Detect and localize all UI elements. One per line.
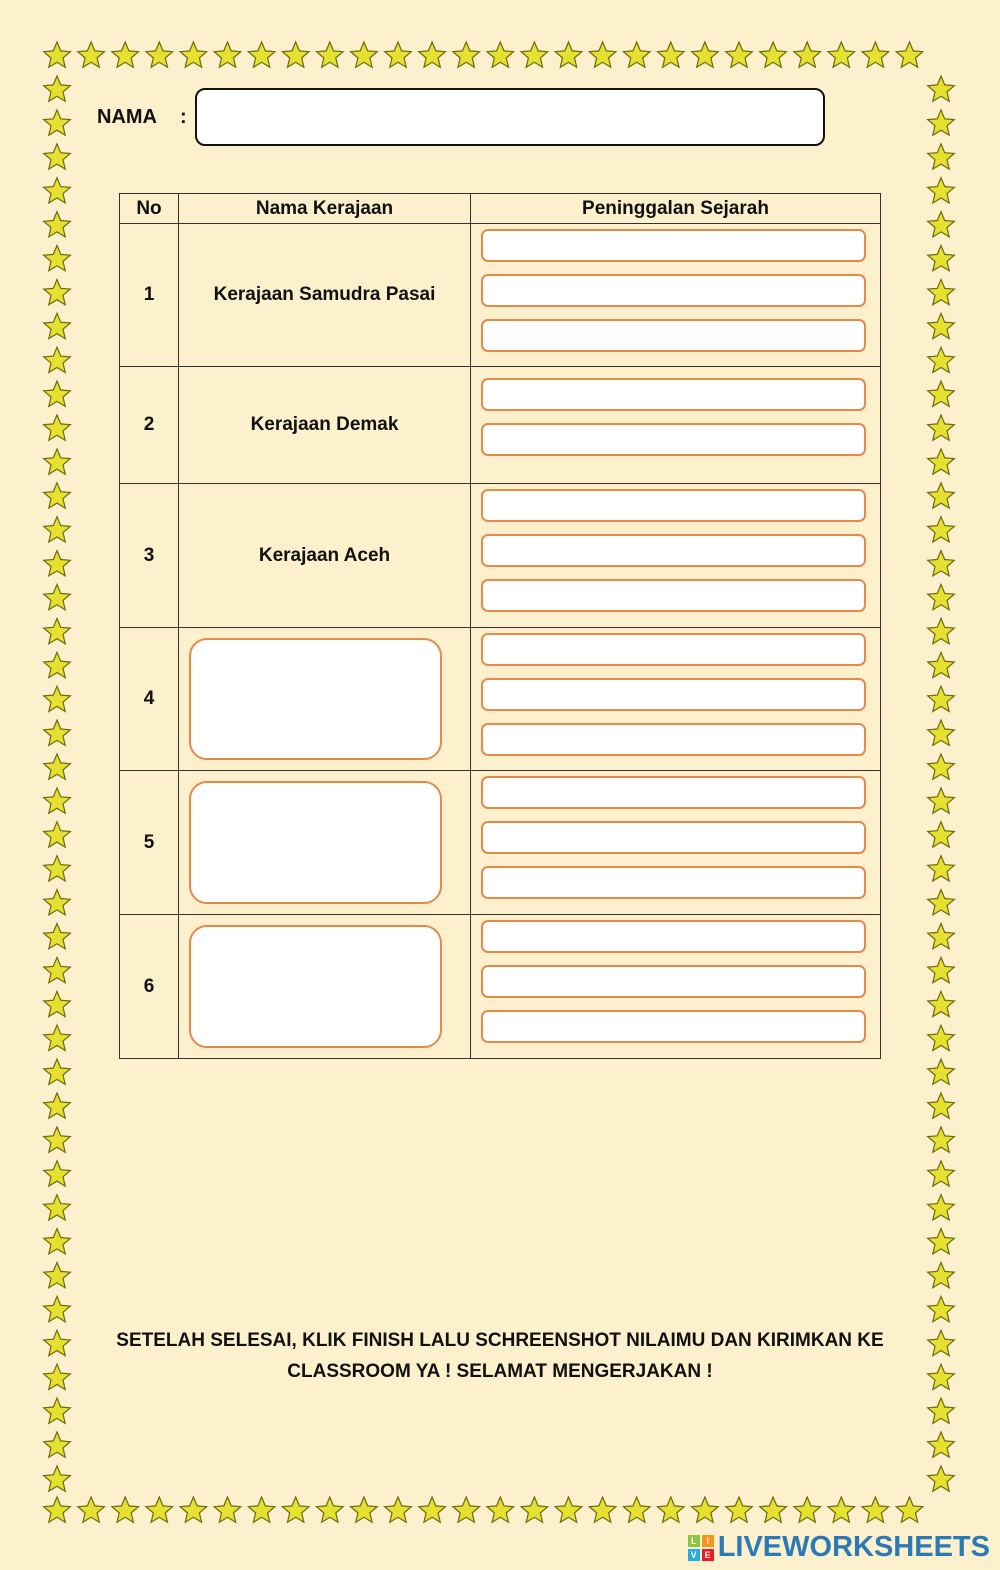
star-icon xyxy=(44,1229,71,1254)
star-icon xyxy=(44,415,71,440)
star-icon xyxy=(928,822,955,847)
star-icon xyxy=(317,42,344,67)
star-icon xyxy=(658,1497,685,1522)
table-row xyxy=(120,915,881,1059)
star-icon xyxy=(928,178,955,203)
peninggalan-input[interactable] xyxy=(481,274,866,307)
star-icon xyxy=(928,1195,955,1220)
star-icon xyxy=(928,1229,955,1254)
star-icon xyxy=(928,212,955,237)
header-peninggalan-sejarah: Peninggalan Sejarah xyxy=(471,194,881,224)
peninggalan-cell xyxy=(471,224,881,367)
peninggalan-input[interactable] xyxy=(481,866,866,899)
row-number: 2 xyxy=(120,367,179,484)
kerajaan-table xyxy=(119,193,881,1059)
star-icon xyxy=(928,1059,955,1084)
star-icon xyxy=(760,42,787,67)
star-icon xyxy=(44,144,71,169)
star-icon xyxy=(248,1497,275,1522)
star-icon xyxy=(44,924,71,949)
header-no: No xyxy=(120,194,179,224)
star-icon xyxy=(282,1497,309,1522)
star-icon xyxy=(419,42,446,67)
kerajaan-name: Kerajaan Samudra Pasai xyxy=(179,224,471,367)
peninggalan-cell xyxy=(471,915,881,1059)
star-icon xyxy=(928,517,955,542)
star-icon xyxy=(928,415,955,440)
star-icon xyxy=(623,42,650,67)
kerajaan-cell xyxy=(179,628,471,771)
star-icon xyxy=(453,1497,480,1522)
star-icon xyxy=(180,42,207,67)
star-icon xyxy=(828,1497,855,1522)
star-icon xyxy=(928,279,955,304)
star-icon xyxy=(44,110,71,135)
star-icon xyxy=(44,1127,71,1152)
star-icon xyxy=(78,1497,105,1522)
peninggalan-cell xyxy=(471,628,881,771)
table-row xyxy=(120,628,881,771)
star-icon xyxy=(44,246,71,271)
star-icon xyxy=(928,246,955,271)
star-icon xyxy=(44,585,71,610)
star-icon xyxy=(44,652,71,677)
logo-letter-l: L xyxy=(688,1535,700,1547)
brand-text: LIVEWORKSHEETS xyxy=(717,1531,990,1563)
star-icon xyxy=(862,42,889,67)
star-icon xyxy=(928,924,955,949)
row-number: 1 xyxy=(120,224,179,367)
star-icon xyxy=(928,1263,955,1288)
star-icon xyxy=(44,1330,71,1355)
star-icon xyxy=(44,856,71,881)
star-icon xyxy=(623,1497,650,1522)
star-icon xyxy=(44,551,71,576)
star-icon xyxy=(487,1497,514,1522)
star-icon xyxy=(928,856,955,881)
star-icon xyxy=(385,42,412,67)
peninggalan-input[interactable] xyxy=(481,920,866,953)
star-icon xyxy=(928,347,955,372)
star-icon xyxy=(44,618,71,643)
star-icon xyxy=(44,42,71,67)
peninggalan-cell xyxy=(471,484,881,628)
logo-letter-i: I xyxy=(702,1535,714,1547)
star-icon xyxy=(146,42,173,67)
star-icon xyxy=(487,42,514,67)
kerajaan-name: Kerajaan Aceh xyxy=(179,484,471,628)
star-icon xyxy=(760,1497,787,1522)
star-icon xyxy=(112,42,139,67)
peninggalan-input[interactable] xyxy=(481,723,866,756)
star-icon xyxy=(44,890,71,915)
star-icon xyxy=(692,42,719,67)
star-icon xyxy=(44,76,71,101)
star-icon xyxy=(928,1466,955,1491)
nama-colon: : xyxy=(180,106,187,128)
star-icon xyxy=(726,42,753,67)
table-row xyxy=(120,367,881,484)
table-row xyxy=(120,224,881,367)
logo-letter-e: E xyxy=(702,1549,714,1561)
star-icon xyxy=(928,720,955,745)
star-icon xyxy=(928,483,955,508)
star-icon xyxy=(896,1497,923,1522)
star-icon xyxy=(589,42,616,67)
star-icon xyxy=(521,42,548,67)
star-icon xyxy=(214,1497,241,1522)
row-number: 3 xyxy=(120,484,179,628)
instruction-line-1: SETELAH SELESAI, KLIK FINISH LALU SCHREENSHOT NILAIMU DAN KIRIMKAN KE xyxy=(116,1330,884,1351)
star-icon xyxy=(44,686,71,711)
star-icon xyxy=(928,1432,955,1457)
star-icon xyxy=(44,1195,71,1220)
row-number: 4 xyxy=(120,628,179,771)
star-icon xyxy=(928,754,955,779)
star-icon xyxy=(928,1127,955,1152)
peninggalan-cell xyxy=(471,771,881,915)
star-icon xyxy=(896,42,923,67)
star-icon xyxy=(44,381,71,406)
star-icon xyxy=(44,449,71,474)
star-icon xyxy=(419,1497,446,1522)
star-icon xyxy=(828,42,855,67)
header-nama-kerajaan: Nama Kerajaan xyxy=(179,194,471,224)
table-row xyxy=(120,484,881,628)
star-icon xyxy=(928,1296,955,1321)
star-icon xyxy=(928,449,955,474)
peninggalan-input[interactable] xyxy=(481,423,866,456)
star-icon xyxy=(282,42,309,67)
peninggalan-input[interactable] xyxy=(481,678,866,711)
star-icon xyxy=(44,720,71,745)
peninggalan-input[interactable] xyxy=(481,776,866,809)
star-icon xyxy=(44,313,71,338)
peninggalan-input[interactable] xyxy=(481,534,866,567)
kerajaan-input[interactable] xyxy=(189,925,442,1048)
star-icon xyxy=(317,1497,344,1522)
nama-label: NAMA xyxy=(97,106,157,128)
star-icon xyxy=(180,1497,207,1522)
table-row xyxy=(120,771,881,915)
star-icon xyxy=(44,991,71,1016)
star-icon xyxy=(44,1263,71,1288)
peninggalan-input[interactable] xyxy=(481,319,866,352)
star-icon xyxy=(928,585,955,610)
instruction-line-2: CLASSROOM YA ! SELAMAT MENGERJAKAN ! xyxy=(287,1361,713,1382)
instruction-text xyxy=(90,1325,910,1387)
star-icon xyxy=(146,1497,173,1522)
peninggalan-cell xyxy=(471,367,881,484)
star-icon xyxy=(928,1330,955,1355)
star-icon xyxy=(658,42,685,67)
liveworksheets-brand xyxy=(688,1531,990,1564)
row-number: 6 xyxy=(120,915,179,1059)
star-icon xyxy=(928,1161,955,1186)
star-icon xyxy=(44,822,71,847)
logo-letter-v: V xyxy=(688,1549,700,1561)
star-icon xyxy=(928,1025,955,1050)
peninggalan-input[interactable] xyxy=(481,821,866,854)
star-icon xyxy=(248,42,275,67)
star-icon xyxy=(862,1497,889,1522)
star-icon xyxy=(44,754,71,779)
kerajaan-name: Kerajaan Demak xyxy=(179,367,471,484)
peninggalan-input[interactable] xyxy=(481,633,866,666)
star-icon xyxy=(928,76,955,101)
star-icon xyxy=(726,1497,753,1522)
star-icon xyxy=(794,42,821,67)
star-icon xyxy=(453,42,480,67)
star-icon xyxy=(555,42,582,67)
peninggalan-input[interactable] xyxy=(481,1010,866,1043)
star-icon xyxy=(928,144,955,169)
star-icon xyxy=(44,1398,71,1423)
star-icon xyxy=(521,1497,548,1522)
star-icon xyxy=(928,1398,955,1423)
star-icon xyxy=(78,42,105,67)
peninggalan-input[interactable] xyxy=(481,579,866,612)
star-icon xyxy=(44,788,71,813)
star-icon xyxy=(928,957,955,982)
star-icon xyxy=(44,1059,71,1084)
star-icon xyxy=(44,1364,71,1389)
star-icon xyxy=(928,381,955,406)
star-icon xyxy=(928,1093,955,1118)
star-icon xyxy=(44,347,71,372)
kerajaan-cell xyxy=(179,771,471,915)
liveworksheets-logo-icon xyxy=(688,1535,714,1561)
star-icon xyxy=(692,1497,719,1522)
star-icon xyxy=(928,551,955,576)
star-icon xyxy=(928,890,955,915)
star-icon xyxy=(44,212,71,237)
row-number: 5 xyxy=(120,771,179,915)
star-icon xyxy=(44,279,71,304)
star-icon xyxy=(44,1296,71,1321)
peninggalan-input[interactable] xyxy=(481,965,866,998)
star-icon xyxy=(351,1497,378,1522)
peninggalan-input[interactable] xyxy=(481,378,866,411)
star-icon xyxy=(44,1025,71,1050)
star-icon xyxy=(44,178,71,203)
star-icon xyxy=(214,42,241,67)
kerajaan-cell xyxy=(179,915,471,1059)
star-icon xyxy=(928,618,955,643)
star-icon xyxy=(112,1497,139,1522)
star-icon xyxy=(44,957,71,982)
star-icon xyxy=(928,788,955,813)
star-icon xyxy=(928,110,955,135)
star-icon xyxy=(928,313,955,338)
star-icon xyxy=(385,1497,412,1522)
peninggalan-input[interactable] xyxy=(481,489,866,522)
peninggalan-input[interactable] xyxy=(481,229,866,262)
star-icon xyxy=(928,1364,955,1389)
star-icon xyxy=(928,652,955,677)
star-icon xyxy=(351,42,378,67)
star-icon xyxy=(928,991,955,1016)
star-icon xyxy=(44,1497,71,1522)
kerajaan-input[interactable] xyxy=(189,638,442,760)
star-icon xyxy=(794,1497,821,1522)
kerajaan-input[interactable] xyxy=(189,781,442,904)
star-icon xyxy=(44,517,71,542)
star-icon xyxy=(44,1161,71,1186)
star-icon xyxy=(555,1497,582,1522)
star-icon xyxy=(928,686,955,711)
star-icon xyxy=(44,483,71,508)
star-icon xyxy=(44,1466,71,1491)
star-icon xyxy=(44,1093,71,1118)
nama-input[interactable] xyxy=(195,88,825,146)
star-icon xyxy=(589,1497,616,1522)
star-icon xyxy=(44,1432,71,1457)
